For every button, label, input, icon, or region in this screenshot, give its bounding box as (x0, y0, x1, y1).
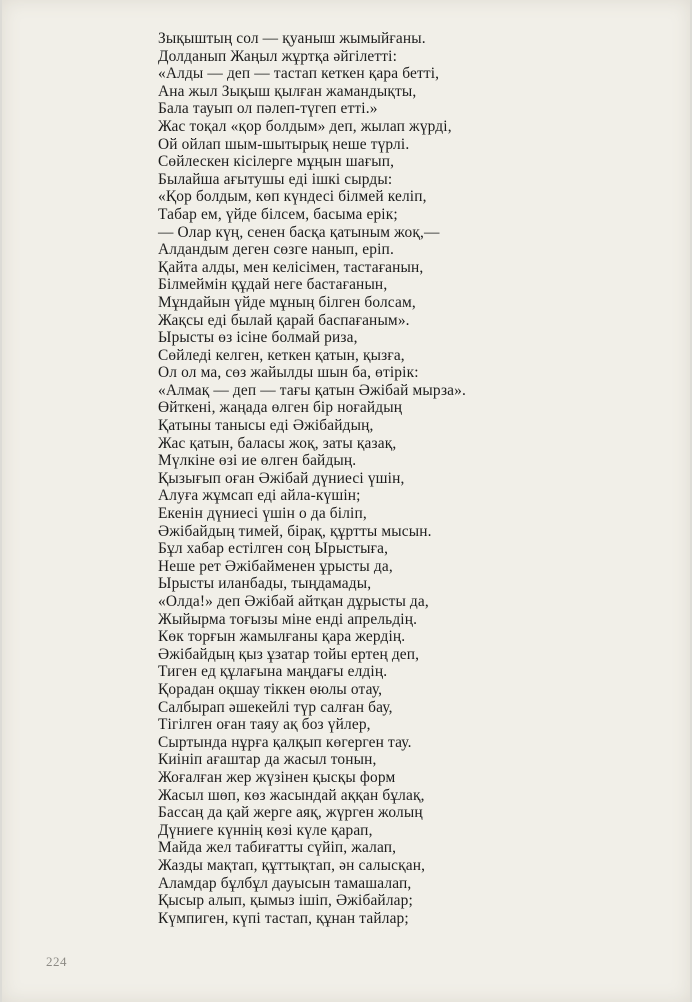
page-number: 224 (46, 954, 67, 969)
poem-line: Ой ойлап шым-шытырық неше түрлі. (158, 135, 410, 153)
poem-line: Күмпиген, күпі тастап, құнан тайлар; (158, 909, 409, 927)
poem-line: Әжібайдың тимей, бірақ, құртты мысын. (158, 522, 432, 540)
poem-line: Жас тоқал «қор болдым» деп, жылап жүрді, (158, 117, 452, 135)
poem-line: Киініп ағаштар да жасыл тонын, (158, 751, 377, 769)
poem-line: Бассаң да қай жерге аяқ, жүрген жолың (158, 804, 423, 822)
poem-line: Бала тауып ол пәлеп-түгеп етті.» (158, 100, 378, 118)
poem-line: Жақсы еді былай қарай баспағаным». (158, 311, 410, 329)
poem-line: Мүлкіне өзі ие өлген байдың. (158, 452, 357, 470)
poem-line: Білмеймін құдай неге бастағанын, (158, 276, 388, 294)
poem-line: Былайша ағытушы еді ішкі сырды: (158, 170, 393, 188)
poem-line: Жас қатын, баласы жоқ, заты қазақ, (158, 434, 397, 452)
poem-line: Қорадан оқшау тіккен өюлы отау, (158, 680, 383, 698)
poem-line: Тиген ед құлағына маңдағы елдің. (158, 663, 388, 681)
poem-line: Аламдар бұлбұл дауысын тамашалап, (158, 874, 412, 892)
poem-line: Салбырап әшекейлі түр салған бау, (158, 698, 393, 716)
poem-line: Өйткені, жаңада өлген бір ноғайдың (158, 399, 403, 417)
poem-line: Ана жыл Зықыш қылған жамандықты, (158, 82, 417, 100)
poem-line: Сыртында нұрға қалқып көгерген тау. (158, 733, 412, 751)
poem-line: Алдандым деген сөзге нанып, еріп. (158, 241, 394, 259)
poem-line: Жоғалған жер жүзінен қысқы форм (158, 768, 396, 786)
poem-line: Сөйледі келген, кеткен қатын, қызға, (158, 346, 405, 364)
poem-line: Майда жел табиғатты сүйіп, жалап, (158, 839, 397, 857)
poem-line: Табар ем, үйде білсем, басыма ерік; (158, 205, 398, 223)
poem-line: Бұл хабар естілген соң Ырыстыға, (158, 540, 389, 558)
poem-line: Ырысты өз ісіне болмай риза, (158, 329, 358, 347)
poem-line: «Алды — деп — тастап кеткен қара бетті, (158, 65, 440, 83)
poem-line: Ырысты иланбады, тыңдамады, (158, 575, 372, 593)
poem-line: Екенін дүниесі үшін о да біліп, (158, 505, 367, 523)
poem-line: Қысыр алып, қымыз ішіп, Әжібайлар; (158, 892, 413, 910)
poem-line: Ол ол ма, сөз жайылды шын ба, өтірік: (158, 364, 419, 382)
poem-line: «Қор болдым, көп күндесі білмей келіп, (158, 188, 427, 206)
poem-line: Мұндайын үйде мұның білген болсам, (158, 293, 416, 311)
poem-line: Тігілген оған таяу ақ боз үйлер, (158, 716, 371, 734)
poem-line: «Олда!» деп Әжібай айтқан дұрысты да, (158, 593, 429, 610)
poem-line: Неше рет Әжібайменен ұрысты да, (158, 557, 393, 575)
poem-line: Көк торғын жамылғаны қара жердің. (158, 628, 406, 646)
poem-line: Сөйлескен кісілерге мұңын шағып, (158, 153, 395, 171)
poem-line: Қайта алды, мен келісімен, тастағанын, (158, 258, 424, 276)
poem-line: Зықыштың сол — қуаныш жымыйғаны. (158, 30, 426, 47)
poem-line: — Олар күң, сенен басқа қатыным жоқ,— (158, 223, 440, 241)
poem-line: Қатыны танысы еді Әжібайдың, (158, 417, 374, 435)
poem-line: Жыйырма тоғызы міне енді апрельдің. (158, 610, 418, 628)
poem-line: Дүниеге күннің көзі күле қарап, (158, 821, 373, 839)
poem-line: Әжібайдың қыз ұзатар тойы ертең деп, (158, 645, 420, 663)
poem-line: Жазды мақтап, құттықтап, ән салысқан, (158, 856, 426, 874)
poem-line: Қызығып оған Әжібай дүниесі үшін, (158, 469, 405, 487)
book-page (2, 0, 690, 1002)
poem-text (158, 30, 598, 927)
poem-line: Алуға жұмсап еді айла-күшін; (158, 487, 361, 505)
poem-line: Жасыл шөп, көз жасындай аққан бұлақ, (158, 786, 425, 804)
poem-line: Долданып Жаңыл жұртқа әйгілетті: (158, 47, 398, 65)
poem-line: «Алмақ — деп — тағы қатын Әжібай мырза». (158, 381, 466, 399)
